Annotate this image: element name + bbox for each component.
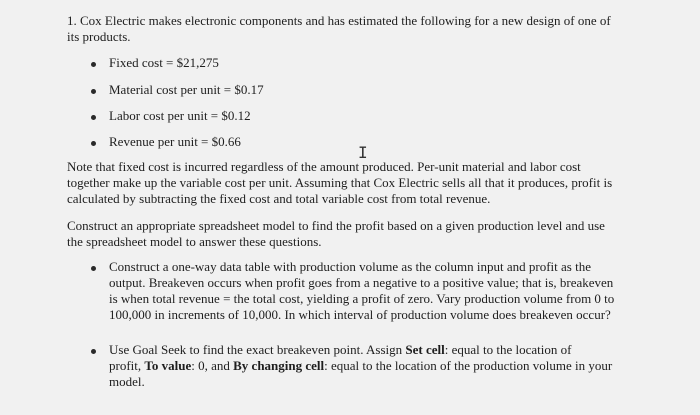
bullet-icon bbox=[91, 141, 96, 146]
intro-line-2: its products. bbox=[67, 29, 131, 44]
text-cursor-icon: I bbox=[358, 143, 368, 162]
intro-line-1: 1. Cox Electric makes electronic components and has estimated the following for a new design of one of bbox=[67, 13, 611, 28]
task1-line-2: output. Breakeven occurs when profit goes from a negative to a positive value; that is, breakeven bbox=[109, 275, 614, 290]
task2-line-1: Use Goal Seek to find the exact breakeven point. Assign Set cell: equal to the location of bbox=[109, 342, 572, 357]
bullet-icon bbox=[91, 349, 96, 354]
bullet-icon bbox=[91, 89, 96, 94]
task2-line-3: model. bbox=[109, 374, 145, 389]
task2-line-2: profit, To value: 0, and By changing cell: equal to the location of the production volume in your bbox=[109, 358, 613, 373]
revenue-item: Revenue per unit = $0.66 bbox=[109, 134, 241, 149]
construct-line-1: Construct an appropriate spreadsheet model to find the profit based on a given production level and use bbox=[67, 218, 605, 233]
to-value-label: To value bbox=[144, 358, 192, 373]
by-changing-cell-label: By changing cell bbox=[233, 358, 325, 373]
note-line-1: Note that fixed cost is incurred regardless of the amount produced. Per-unit material and labor cost bbox=[67, 159, 581, 174]
task1-line-3: is when total revenue = the total cost, yielding a profit of zero. Vary production volume from 0 to bbox=[109, 291, 615, 306]
note-line-3: calculated by subtracting the fixed cost and total variable cost from total revenue. bbox=[67, 191, 491, 206]
note-line-2: together make up the variable cost per unit. Assuming that Cox Electric sells all that it produces, profit is bbox=[67, 175, 613, 190]
bullet-icon bbox=[91, 62, 96, 67]
material-cost-item: Material cost per unit = $0.17 bbox=[109, 82, 264, 97]
task1-line-1: Construct a one-way data table with production volume as the column input and profit as the bbox=[109, 259, 591, 274]
task1-line-4: 100,000 in increments of 10,000. In which interval of production volume does breakeven occur? bbox=[109, 307, 611, 322]
bullet-icon bbox=[91, 266, 96, 271]
labor-cost-item: Labor cost per unit = $0.12 bbox=[109, 108, 251, 123]
set-cell-label: Set cell bbox=[405, 342, 445, 357]
bullet-icon bbox=[91, 115, 96, 120]
construct-line-2: the spreadsheet model to answer these questions. bbox=[67, 234, 322, 249]
fixed-cost-item: Fixed cost = $21,275 bbox=[109, 55, 219, 70]
